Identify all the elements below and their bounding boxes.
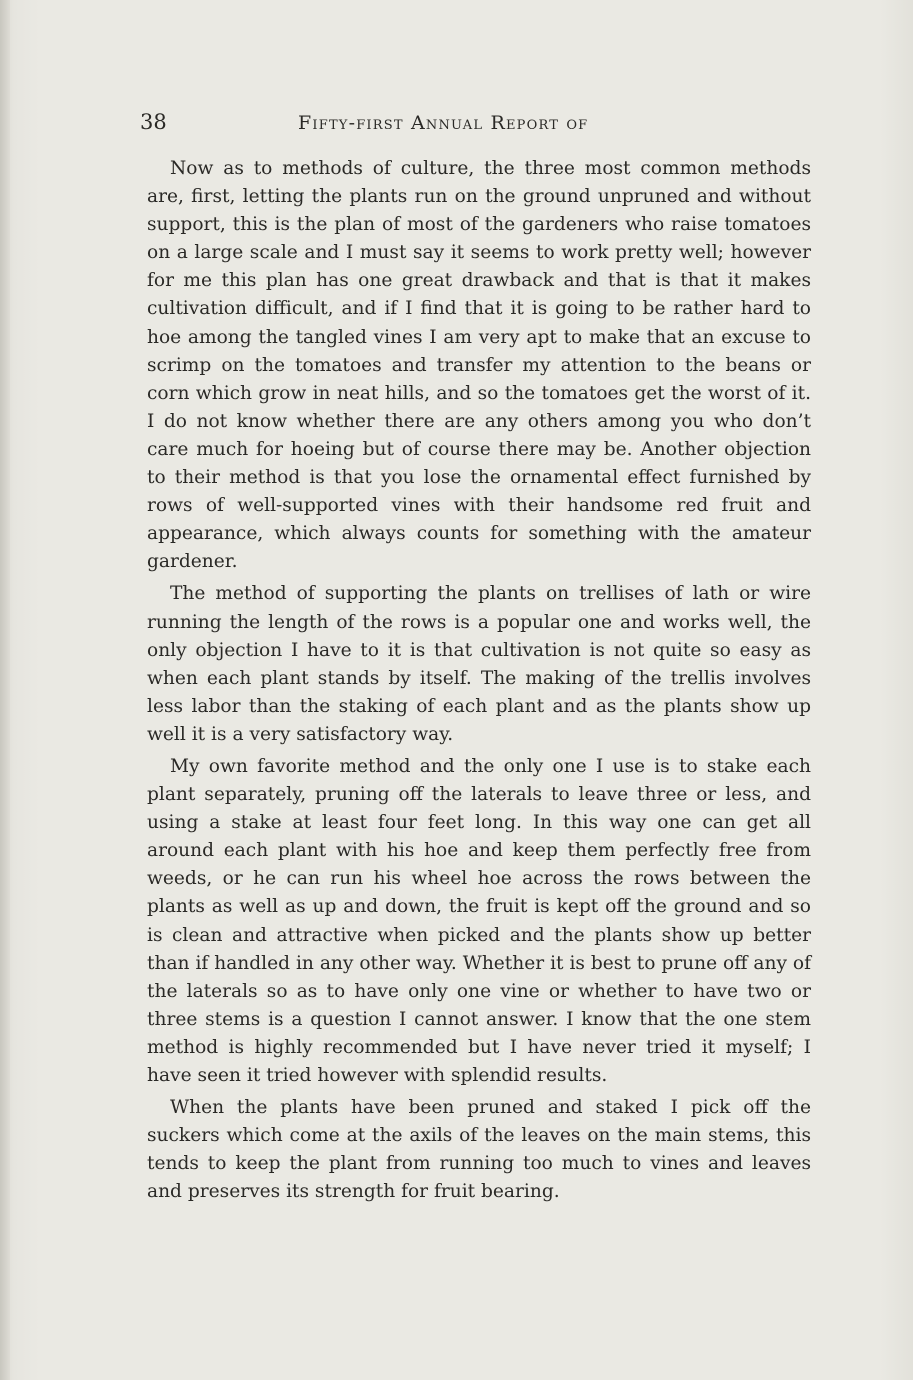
body-text bbox=[147, 155, 811, 1206]
running-head bbox=[140, 108, 812, 138]
paragraph-culture-methods: Now as to methods of culture, the three most common methods are, first, letting the plants run on the ground unpruned and without support, this is the plan of most of the gardeners who raise tomatoes on a large scale and I must say it seems to work pretty well; however for me this plan has one great drawback and that is that it makes cultivation difficult, and if I find that it is going to be rather hard to hoe among the tangled vines I am very apt to make that an excuse to scrimp on the tomatoes and transfer my attention to the beans or corn which grow in neat hills, and so the tomatoes get the worst of it. I do not know whether there are any others among you who don’t care much for hoeing but of course there may be. Another objection to their method is that you lose the ornamental effect furnished by rows of well-supported vines with their handsome red fruit and appearance, which always counts for something with the amateur gardener. bbox=[147, 158, 811, 573]
running-title: Fifty-first Annual Report of bbox=[298, 112, 589, 134]
paragraph-staking-method: My own favorite method and the only one I use is to stake each plant separately, pruning off the laterals to leave three or less, and using a stake at least four feet long. In this way one can get all around each plant with his hoe and keep them perfectly free from weeds, or he can run his wheel hoe across the rows between the plants as well as up and down, the fruit is kept off the ground and so is clean and attractive when picked and the plants show up better than if handled in any other way. Whether it is best to prune off any of the laterals so as to have only one vine or whether to have two or three stems is a question I cannot answer. I know that the one stem method is highly recommended but I have never tried it myself; I have seen it tried however with splendid results. bbox=[147, 755, 811, 1086]
paragraph-suckers: When the plants have been pruned and staked I pick off the suckers which come at the axils of the leaves on the main stems, this tends to keep the plant from running too much to vines and leaves and preserves its strength for fruit bearing. bbox=[147, 1097, 811, 1203]
paragraph-trellis-method: The method of supporting the plants on trellises of lath or wire running the length of the rows is a popular one and works well, the only objection I have to it is that cultivation is not quite so easy as when each plant stands by itself. The making of the trellis involves less labor than the staking of each plant and as the plants show up well it is a very satisfactory way. bbox=[147, 583, 811, 745]
page-number: 38 bbox=[140, 110, 167, 134]
binding-edge bbox=[0, 0, 10, 1380]
